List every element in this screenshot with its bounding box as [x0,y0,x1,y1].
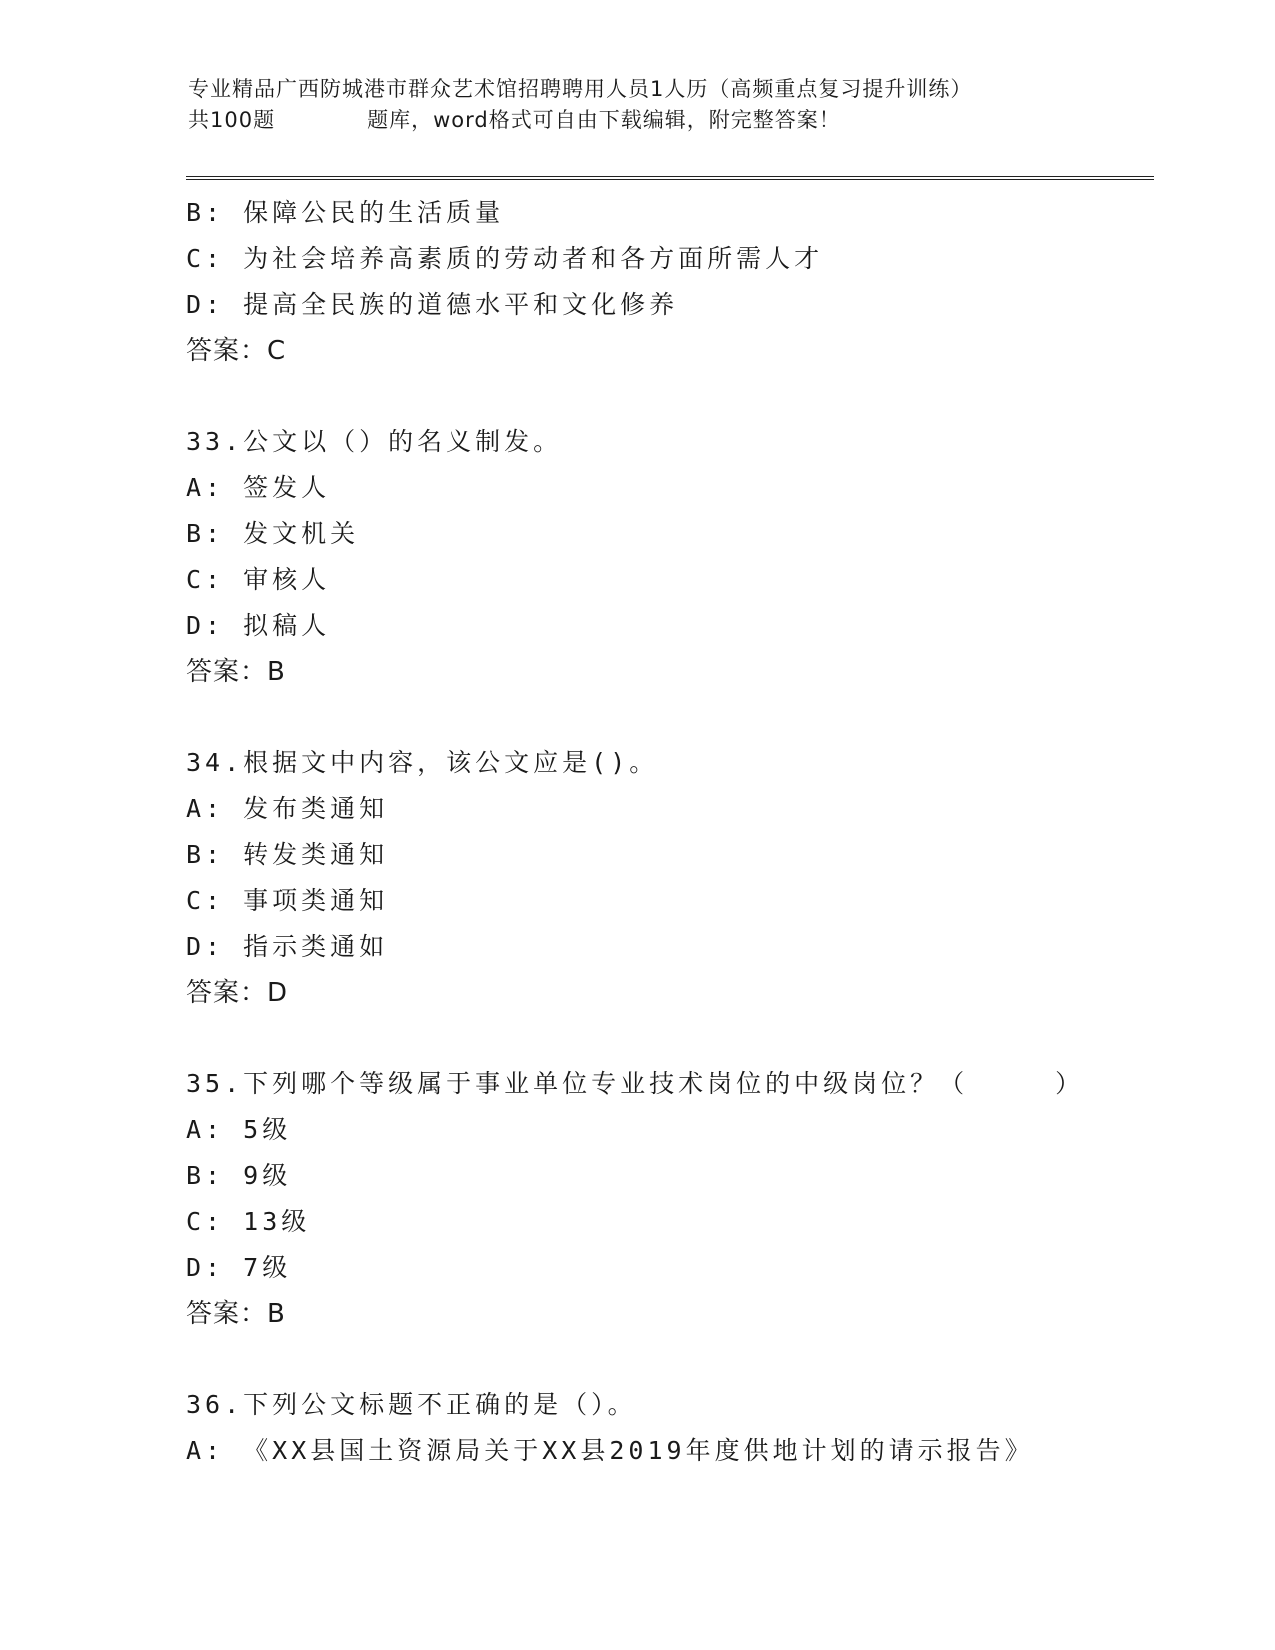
option-d: D: 7级 [186,1253,292,1282]
question-count: 共100题 [188,108,276,132]
option-b: B: 9级 [186,1161,292,1190]
answer-label: 答案：B [186,657,286,687]
option-a: A: 5级 [186,1115,292,1144]
option-d: D: 指示类通如 [186,932,389,961]
option-c: C: 为社会培养高素质的劳动者和各方面所需人才 [186,244,824,273]
header-description: 题库，word格式可自由下载编辑，附完整答案！ [367,108,841,132]
option-a: A: 《XX县国土资源局关于XX县2019年度供地计划的请示报告》 [186,1436,1034,1465]
answer-label: 答案：B [186,1299,286,1329]
option-b: B: 发文机关 [186,519,360,548]
option-c: C: 审核人 [186,565,331,594]
option-b: B: 转发类通知 [186,840,389,869]
question-block-35 [186,1061,1146,1337]
option-a: A: 签发人 [186,473,331,502]
header-divider [186,176,1154,180]
option-d: D: 提高全民族的道德水平和文化修养 [186,290,679,319]
page-header [188,74,1088,136]
header-subtitle-line [188,105,1088,136]
question-block-34 [186,740,1146,1016]
question-stem: 34.根据文中内容，该公文应是()。 [186,748,659,777]
question-stem: 33.公文以（）的名义制发。 [186,427,563,456]
question-block-32 [186,190,1146,374]
question-block-36 [186,1382,1146,1474]
option-c: C: 13级 [186,1207,311,1236]
option-c: C: 事项类通知 [186,886,389,915]
answer-label: 答案：D [186,978,289,1008]
question-block-33 [186,419,1146,695]
option-a: A: 发布类通知 [186,794,389,823]
header-title-line: 专业精品广西防城港市群众艺术馆招聘聘用人员1人历（高频重点复习提升训练） [188,77,973,101]
answer-label: 答案：C [186,336,287,366]
option-d: D: 拟稿人 [186,611,331,640]
question-list [186,190,1146,1474]
question-stem: 35.下列哪个等级属于事业单位专业技术岗位的中级岗位？（ ） [186,1069,1085,1098]
question-stem: 36.下列公文标题不正确的是（）。 [186,1390,637,1419]
option-b: B: 保障公民的生活质量 [186,198,505,227]
